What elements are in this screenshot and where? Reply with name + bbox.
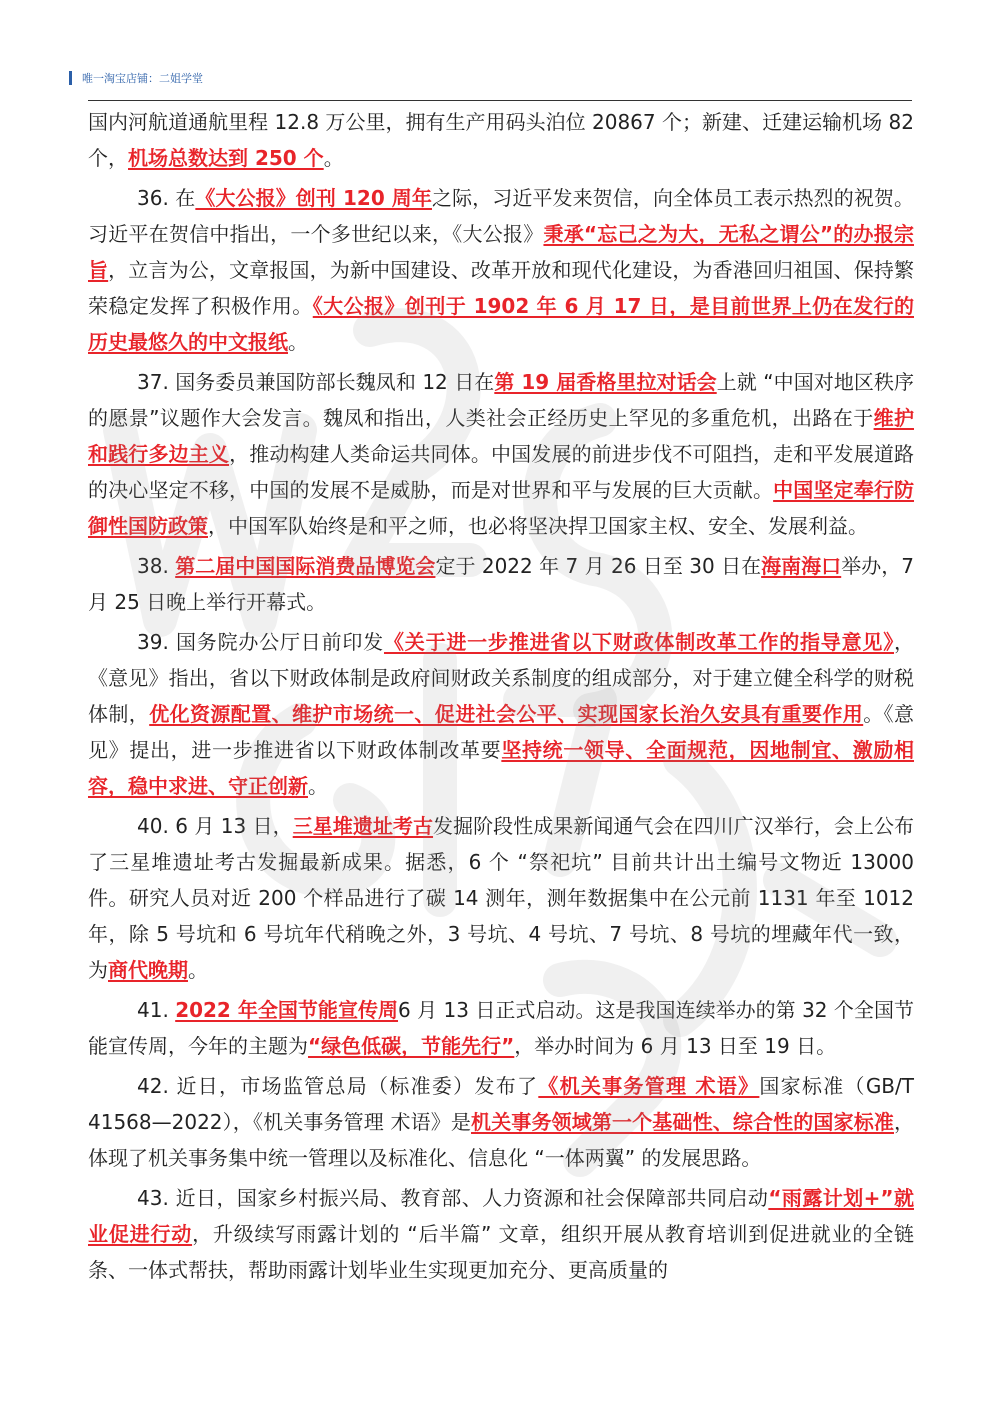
highlight-text: 《大公报》创刊 120 周年	[195, 186, 432, 210]
paragraph-35	[88, 104, 914, 176]
shop-label: 唯一淘宝店铺：二姐学堂	[82, 72, 203, 85]
paragraph-41	[88, 992, 914, 1064]
body-text: 41.	[137, 998, 176, 1022]
highlight-text: 2022 年全国节能宣传周	[175, 998, 399, 1022]
body-text: 。	[288, 330, 308, 354]
page-header	[69, 70, 203, 86]
body-text: ，推动构建人类命运共同体。中国发展的前进步伐不可阻挡，走和平发展道路的决心坚定不移，中国的发展不是威胁，而是对世界和平与发展的巨大贡献。	[88, 442, 915, 502]
highlight-text: 《机关事务管理 术语》	[538, 1074, 760, 1098]
body-text: 上就 “中国对地区秩序的愿景”议题作大会发言。魏凤和指出，人类社会正经历史上罕见的多重危机，出路在于	[88, 370, 915, 430]
header-accent-bar	[69, 71, 72, 85]
highlight-text: 坚持统一领导、全面规范，因地制宜、激励相容，稳中求进、守正创新	[88, 738, 915, 798]
document-body	[88, 104, 914, 1292]
body-text: 定于 2022 年 7 月 26 日至 30 日在	[435, 554, 762, 578]
body-text: ，中国军队始终是和平之师，也必将坚决捍卫国家主权、安全、发展利益。	[208, 514, 868, 538]
body-text: 42. 近日，市场监管总局（标准委）发布了	[137, 1074, 539, 1098]
highlight-text: 机关事务领域第一个基础性、综合性的国家标准	[471, 1110, 894, 1134]
body-text: 举办，7 月 25 日晚上举行开幕式。	[88, 554, 914, 614]
highlight-text: 《大公报》创刊于 1902 年 6 月 17 日，是目前世界上仍在发行的历史最悠久的中文报纸	[88, 294, 914, 354]
body-text: 之际，习近平发来贺信，向全体员工表示热烈的祝贺。习近平在贺信中指出，一个多世纪以来，《大公报》	[88, 186, 914, 246]
highlight-text: 三星堆遗址考古	[292, 814, 434, 838]
paragraph-42	[88, 1068, 914, 1176]
body-text: 国家标准（GB/T 41568—2022），《机关事务管理 术语》是	[88, 1074, 914, 1134]
header-divider	[88, 100, 912, 101]
highlight-text: 机场总数达到 250 个	[128, 146, 324, 170]
body-text: ，《意见》指出，省以下财政体制是政府间财政关系制度的组成部分，对于建立健全科学的财税体制，	[88, 630, 915, 726]
body-text: 国内河航道通航里程 12.8 万公里，拥有生产用码头泊位 20867 个；新建、迁建运输机场 82 个，	[88, 110, 914, 170]
body-text: 43. 近日，国家乡村振兴局、教育部、人力资源和社会保障部共同启动	[137, 1186, 769, 1210]
body-text: 。	[308, 774, 328, 798]
body-text: ，体现了机关事务集中统一管理以及标准化、信息化 “一体两翼” 的发展思路。	[88, 1110, 914, 1170]
body-text: 38.	[137, 554, 176, 578]
paragraph-36	[88, 180, 914, 360]
body-text: 37. 国务委员兼国防部长魏凤和 12 日在	[137, 370, 495, 394]
highlight-text: 秉承“忘己之为大，无私之谓公”的办报宗旨	[88, 222, 915, 282]
body-text: 39. 国务院办公厅日前印发	[137, 630, 384, 654]
body-text: 发掘阶段性成果新闻通气会在四川广汉举行，会上公布了三星堆遗址考古发掘最新成果。据悉，6 个 “祭祀坑” 目前共计出土编号文物近 13000 件。研究人员对近 200 个样品进行了碳 14 测年，测年数据集中在公元前 1131 年至 1012 年，除 5 号坑和 6 号坑年代稍晚之外，3 号坑、4 号坑、7 号坑、8 号坑的埋藏年代一致，为	[88, 814, 915, 982]
body-text: 。	[188, 958, 208, 982]
paragraph-38	[88, 548, 914, 620]
body-text: 40. 6 月 13 日，	[137, 814, 293, 838]
paragraph-40	[88, 808, 914, 988]
highlight-text: 第 19 届香格里拉对话会	[494, 370, 717, 394]
body-text: ，举办时间为 6 月 13 日至 19 日。	[514, 1034, 837, 1058]
highlight-text: 维护和践行多边主义	[88, 406, 914, 466]
highlight-text: 中国坚定奉行防御性国防政策	[88, 478, 915, 538]
highlight-text: 第二届中国国际消费品博览会	[175, 554, 436, 578]
highlight-text: 《关于进一步推进省以下财政体制改革工作的指导意见》	[383, 630, 895, 654]
body-text: ，立言为公，文章报国，为新中国建设、改革开放和现代化建设，为香港回归祖国、保持繁荣稳定发挥了积极作用。	[88, 258, 915, 318]
highlight-text: 优化资源配置、维护市场统一、促进社会公平、实现国家长治久安具有重要作用	[149, 702, 864, 726]
highlight-text: 海南海口	[761, 554, 842, 578]
body-text: 36. 在	[137, 186, 196, 210]
highlight-text: “雨露计划+”就业促进行动	[88, 1186, 915, 1246]
body-text: ，升级续写雨露计划的 “后半篇” 文章，组织开展从教育培训到促进就业的全链条、一体式帮扶，帮助雨露计划毕业生实现更加充分、更高质量的	[88, 1222, 915, 1282]
body-text: 6 月 13 日正式启动。这是我国连续举办的第 32 个全国节能宣传周，今年的主题为	[88, 998, 914, 1058]
paragraph-39	[88, 624, 914, 804]
highlight-text: 商代晚期	[108, 958, 188, 982]
highlight-text: “绿色低碳，节能先行”	[308, 1034, 515, 1058]
paragraph-43	[88, 1180, 914, 1288]
body-text: 。《意见》提出，进一步推进省以下财政体制改革要	[88, 702, 915, 762]
body-text: 。	[323, 146, 344, 170]
paragraph-37	[88, 364, 914, 544]
